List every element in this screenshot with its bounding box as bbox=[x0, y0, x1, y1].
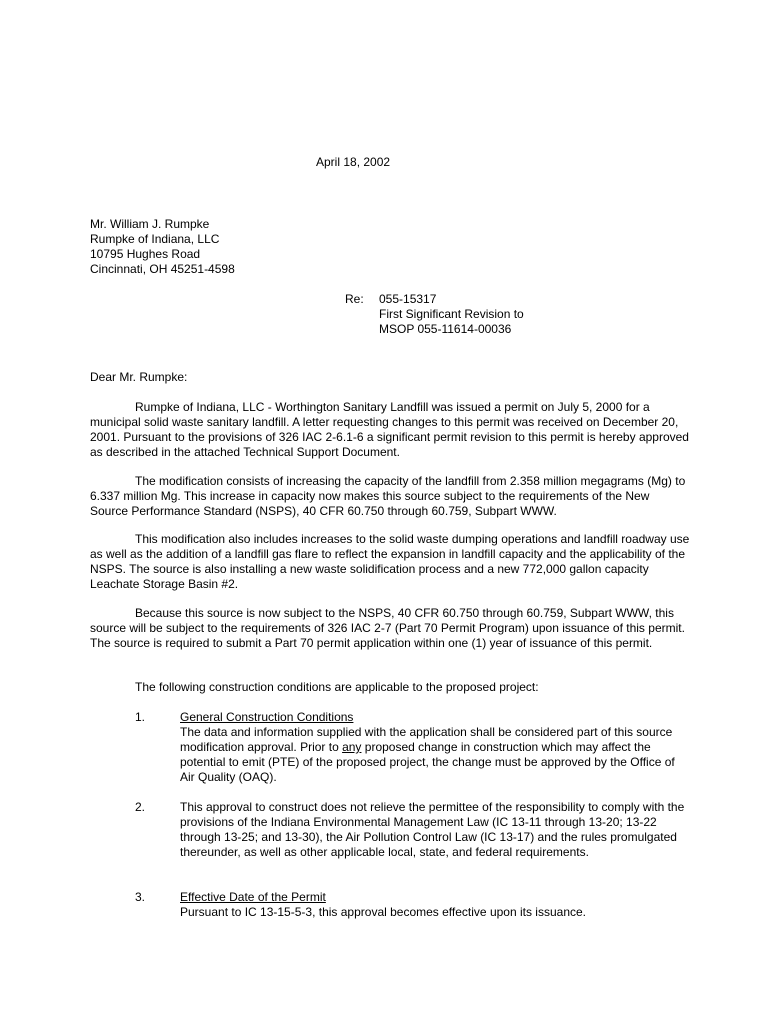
body-paragraph bbox=[90, 532, 690, 592]
condition-number: 1. bbox=[135, 710, 146, 724]
condition-text: This approval to construct does not relieve the permittee of the responsibility to comply with the provisions of the Indiana Environmental Management Law (IC 13-11 through 13-20; 13-22 through 13-25; and 13-30), the Air Pollution Control Law (IC 13-17) and the rules promulgated thereunder, as well as other applicable local, state, and federal requirements. bbox=[180, 800, 685, 859]
address-line: 10795 Hughes Road bbox=[90, 247, 201, 261]
condition-heading: General Construction Conditions bbox=[180, 710, 354, 724]
letter-date: April 18, 2002 bbox=[316, 155, 391, 169]
reference-line: First Significant Revision to bbox=[379, 307, 524, 321]
address-line: Mr. William J. Rumpke bbox=[90, 217, 210, 231]
paragraph-text: The modification consists of increasing the capacity of the landfill from 2.358 million megagrams (Mg) to 6.337 million Mg. This increase in capacity now makes this source subject to the requirements of the New Source Performance Standard (NSPS), 40 CFR 60.750 through 60.759, Subpart WWW. bbox=[90, 474, 686, 518]
reference-line: 055-15317 bbox=[379, 292, 437, 306]
address-line: Rumpke of Indiana, LLC bbox=[90, 232, 220, 246]
reference-line: MSOP 055-11614-00036 bbox=[379, 322, 512, 336]
condition-heading: Effective Date of the Permit bbox=[180, 890, 326, 904]
reference-label: Re: bbox=[345, 292, 364, 306]
conditions-intro: The following construction conditions are applicable to the proposed project: bbox=[135, 680, 539, 694]
paragraph-text: Rumpke of Indiana, LLC - Worthington Sanitary Landfill was issued a permit on July 5, 2000 for a municipal solid waste sanitary landfill. A letter requesting changes to this permit was received on December 20, 2001. Pursuant to the provisions of 326 IAC 2-6.1-6 a significant permit revision to this permit is hereby approved as described in the attached Technical Support Document. bbox=[90, 400, 689, 459]
paragraph-text: This modification also includes increases to the solid waste dumping operations and landfill roadway use as well as the addition of a landfill gas flare to reflect the expansion in landfill capacity and the applicability of the NSPS. The source is also installing a new waste solidification process and a new 772,000 gallon capacity Leachate Storage Basin #2. bbox=[90, 532, 690, 591]
paragraph-text: Because this source is now subject to the NSPS, 40 CFR 60.750 through 60.759, Subpart WWW, this source will be subject to the requirements of 326 IAC 2-7 (Part 70 Permit Program) upon issuance of this permit. The source is required to submit a Part 70 permit application within one (1) year of issuance of this permit. bbox=[90, 606, 685, 650]
condition-number: 2. bbox=[135, 800, 146, 814]
salutation: Dear Mr. Rumpke: bbox=[90, 370, 188, 384]
condition-number: 3. bbox=[135, 890, 146, 904]
emphasis-any: any bbox=[342, 740, 362, 754]
condition-text: Pursuant to IC 13-15-5-3, this approval becomes effective upon its issuance. bbox=[180, 905, 587, 919]
body-paragraph bbox=[90, 474, 690, 519]
body-paragraph bbox=[90, 606, 690, 651]
body-paragraph bbox=[90, 400, 690, 460]
address-line: Cincinnati, OH 45251-4598 bbox=[90, 262, 235, 276]
recipient-address bbox=[90, 217, 235, 277]
condition-text: The data and information supplied with the application shall be considered part of this source modification approval. Prior to any proposed change in construction which may affect the potential to emit (PTE) of the proposed project, the change must be approved by the Office of Air Quality (OAQ). bbox=[180, 725, 675, 784]
